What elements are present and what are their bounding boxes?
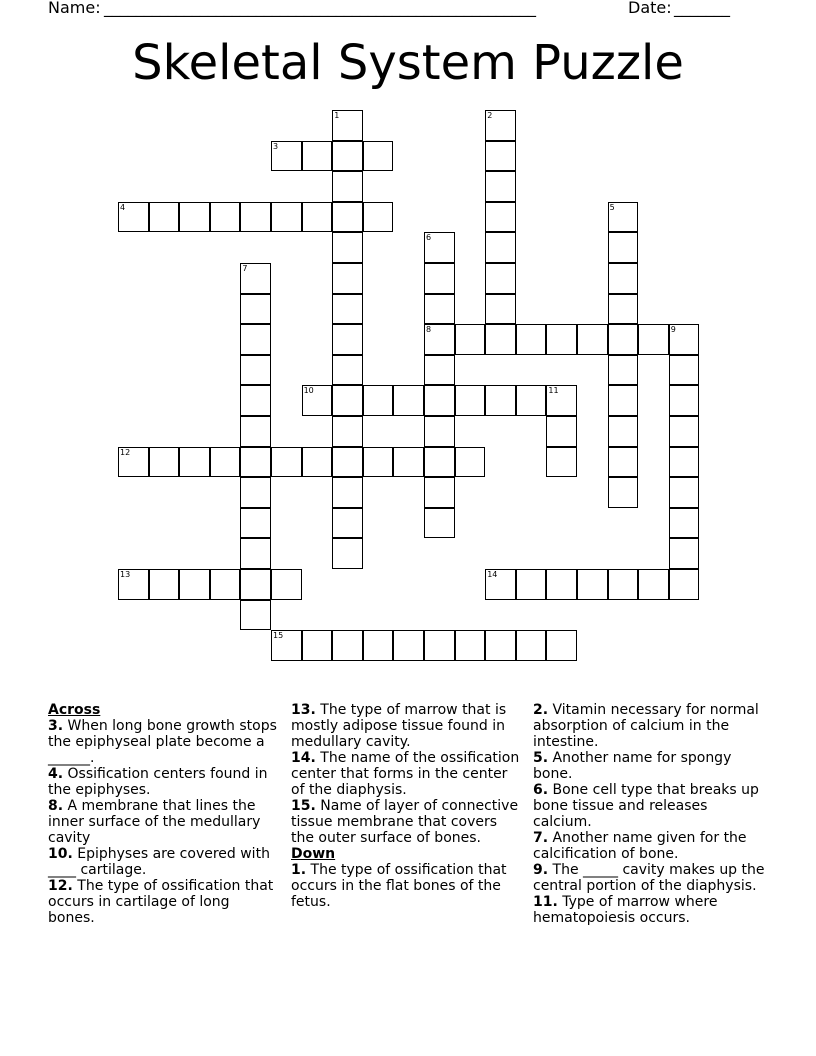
grid-cell[interactable] bbox=[516, 385, 547, 416]
grid-cell[interactable] bbox=[608, 263, 639, 294]
grid-cell[interactable] bbox=[210, 569, 241, 600]
cell-number: 5 bbox=[609, 202, 615, 212]
grid-cell[interactable] bbox=[332, 324, 363, 355]
clue-down-6 bbox=[533, 782, 765, 830]
grid-cell[interactable] bbox=[608, 569, 639, 600]
clue-number: 7. bbox=[533, 830, 549, 846]
grid-cell[interactable] bbox=[240, 294, 271, 325]
grid-cell[interactable] bbox=[669, 569, 700, 600]
grid-cell[interactable] bbox=[363, 630, 394, 661]
grid-cell[interactable] bbox=[424, 263, 455, 294]
grid-cell[interactable] bbox=[363, 141, 394, 172]
clue-down-7 bbox=[533, 830, 765, 862]
clue-number: 12. bbox=[48, 878, 73, 894]
grid-cell[interactable] bbox=[240, 477, 271, 508]
grid-cell[interactable] bbox=[485, 569, 516, 600]
clue-column-3 bbox=[533, 702, 765, 926]
clue-text: Vitamin necessary for normal absorption of calcium in the intestine. bbox=[533, 702, 759, 750]
grid-cell[interactable] bbox=[424, 294, 455, 325]
cell-number: 11 bbox=[548, 386, 559, 396]
grid-cell[interactable] bbox=[669, 416, 700, 447]
grid-cell[interactable] bbox=[149, 447, 180, 478]
cell-number: 9 bbox=[670, 325, 676, 335]
grid-cell[interactable] bbox=[240, 447, 271, 478]
clue-down-2 bbox=[533, 702, 765, 750]
grid-cell[interactable] bbox=[240, 416, 271, 447]
grid-cell[interactable] bbox=[424, 355, 455, 386]
grid-cell[interactable] bbox=[608, 294, 639, 325]
grid-cell[interactable] bbox=[424, 477, 455, 508]
grid-cell[interactable] bbox=[210, 447, 241, 478]
grid-cell[interactable] bbox=[485, 294, 516, 325]
grid-cell[interactable] bbox=[332, 232, 363, 263]
clue-text: Another name given for the calcification of bone. bbox=[533, 830, 747, 862]
grid-cell[interactable] bbox=[577, 569, 608, 600]
grid-cell[interactable] bbox=[393, 630, 424, 661]
clue-number: 10. bbox=[48, 846, 73, 862]
clue-text: The type of ossification that occurs in cartilage of long bones. bbox=[48, 878, 274, 926]
clue-number: 13. bbox=[291, 702, 316, 718]
grid-cell[interactable] bbox=[332, 416, 363, 447]
grid-cell[interactable] bbox=[485, 385, 516, 416]
grid-cell[interactable] bbox=[608, 202, 639, 233]
grid-cell[interactable] bbox=[332, 630, 363, 661]
grid-cell[interactable] bbox=[363, 447, 394, 478]
clue-text: The type of ossification that occurs in the flat bones of the fetus. bbox=[291, 862, 507, 910]
grid-cell[interactable] bbox=[240, 202, 271, 233]
clue-text: The name of the ossification center that forms in the center of the diaphysis. bbox=[291, 750, 520, 798]
across-heading: Across bbox=[48, 702, 101, 718]
clue-column-2 bbox=[291, 702, 523, 910]
grid-cell[interactable] bbox=[424, 447, 455, 478]
grid-cell[interactable] bbox=[118, 569, 149, 600]
grid-cell[interactable] bbox=[485, 110, 516, 141]
grid-cell[interactable] bbox=[546, 416, 577, 447]
clue-number: 5. bbox=[533, 750, 549, 766]
grid-cell[interactable] bbox=[271, 141, 302, 172]
clue-across-12 bbox=[48, 878, 280, 926]
grid-cell[interactable] bbox=[240, 508, 271, 539]
grid-cell[interactable] bbox=[302, 202, 333, 233]
grid-cell[interactable] bbox=[669, 447, 700, 478]
grid-cell[interactable] bbox=[149, 202, 180, 233]
clue-across-4 bbox=[48, 766, 280, 798]
grid-cell[interactable] bbox=[240, 324, 271, 355]
grid-cell[interactable] bbox=[546, 569, 577, 600]
grid-cell[interactable] bbox=[179, 202, 210, 233]
date-label: Date: bbox=[628, 0, 672, 17]
cell-number: 4 bbox=[120, 202, 126, 212]
grid-cell[interactable] bbox=[332, 141, 363, 172]
clue-down-1 bbox=[291, 862, 523, 910]
grid-cell[interactable] bbox=[669, 324, 700, 355]
grid-cell[interactable] bbox=[424, 630, 455, 661]
grid-cell[interactable] bbox=[240, 355, 271, 386]
grid-cell[interactable] bbox=[363, 385, 394, 416]
cell-number: 13 bbox=[120, 570, 131, 579]
grid-cell[interactable] bbox=[332, 538, 363, 569]
grid-cell[interactable] bbox=[363, 202, 394, 233]
cell-number: 7 bbox=[242, 264, 248, 273]
grid-cell[interactable] bbox=[669, 538, 700, 569]
grid-cell[interactable] bbox=[424, 324, 455, 355]
cell-number: 10 bbox=[303, 386, 314, 396]
date-line[interactable]: _______ bbox=[674, 0, 730, 17]
clue-number: 14. bbox=[291, 750, 316, 766]
clue-number: 9. bbox=[533, 862, 549, 878]
clue-number: 1. bbox=[291, 862, 307, 878]
grid-cell[interactable] bbox=[332, 477, 363, 508]
grid-cell[interactable] bbox=[516, 630, 547, 661]
grid-cell[interactable] bbox=[669, 355, 700, 386]
clue-number: 4. bbox=[48, 766, 64, 782]
clue-number: 8. bbox=[48, 798, 64, 814]
grid-cell[interactable] bbox=[302, 630, 333, 661]
clue-text: A membrane that lines the inner surface of the medullary cavity bbox=[48, 798, 261, 846]
cell-number: 8 bbox=[426, 325, 432, 335]
clue-down-5 bbox=[533, 750, 765, 782]
cell-number: 12 bbox=[120, 447, 131, 457]
grid-cell[interactable] bbox=[546, 630, 577, 661]
clue-number: 2. bbox=[533, 702, 549, 718]
grid-cell[interactable] bbox=[302, 385, 333, 416]
page-title: Skeletal System Puzzle bbox=[132, 35, 684, 91]
grid-cell[interactable] bbox=[516, 569, 547, 600]
grid-cell[interactable] bbox=[424, 416, 455, 447]
grid-cell[interactable] bbox=[455, 630, 486, 661]
grid-cell[interactable] bbox=[393, 385, 424, 416]
clue-number: 3. bbox=[48, 718, 64, 734]
clue-across-14 bbox=[291, 750, 523, 798]
grid-cell[interactable] bbox=[608, 355, 639, 386]
grid-cell[interactable] bbox=[271, 569, 302, 600]
grid-cell[interactable] bbox=[485, 324, 516, 355]
clue-number: 15. bbox=[291, 798, 316, 814]
grid-cell[interactable] bbox=[210, 202, 241, 233]
grid-cell[interactable] bbox=[424, 385, 455, 416]
grid-cell[interactable] bbox=[332, 202, 363, 233]
grid-cell[interactable] bbox=[669, 508, 700, 539]
clue-text: Another name for spongy bone. bbox=[533, 750, 732, 782]
grid-cell[interactable] bbox=[332, 447, 363, 478]
clue-text: Name of layer of connective tissue membrane that covers the outer surface of bones. bbox=[291, 798, 519, 846]
grid-cell[interactable] bbox=[455, 324, 486, 355]
grid-cell[interactable] bbox=[516, 324, 547, 355]
grid-cell[interactable] bbox=[485, 141, 516, 172]
grid-cell[interactable] bbox=[302, 141, 333, 172]
grid-cell[interactable] bbox=[546, 447, 577, 478]
grid-cell[interactable] bbox=[179, 447, 210, 478]
grid-cell[interactable] bbox=[455, 447, 486, 478]
grid-cell[interactable] bbox=[240, 538, 271, 569]
clue-number: 6. bbox=[533, 782, 549, 798]
grid-cell[interactable] bbox=[546, 385, 577, 416]
cell-number: 15 bbox=[273, 631, 284, 641]
name-line[interactable]: ______________________________________________________ bbox=[104, 0, 536, 17]
grid-cell[interactable] bbox=[240, 263, 271, 294]
grid-cell[interactable] bbox=[332, 385, 363, 416]
grid-cell[interactable] bbox=[669, 385, 700, 416]
clue-text: Ossification centers found in the epiphyses. bbox=[48, 766, 268, 798]
grid-cell[interactable] bbox=[332, 110, 363, 141]
clue-text: The _____ cavity makes up the central portion of the diaphysis. bbox=[533, 862, 765, 894]
grid-cell[interactable] bbox=[485, 630, 516, 661]
grid-cell[interactable] bbox=[577, 324, 608, 355]
grid-cell[interactable] bbox=[608, 477, 639, 508]
name-label: Name: bbox=[48, 0, 101, 17]
grid-cell[interactable] bbox=[149, 569, 180, 600]
clue-number: 11. bbox=[533, 894, 558, 910]
clue-text: When long bone growth stops the epiphyseal plate become a ______. bbox=[48, 718, 277, 766]
cell-number: 14 bbox=[487, 570, 498, 579]
grid-cell[interactable] bbox=[608, 447, 639, 478]
grid-cell[interactable] bbox=[485, 171, 516, 202]
clue-across-15 bbox=[291, 798, 523, 846]
grid-cell[interactable] bbox=[455, 385, 486, 416]
grid-cell[interactable] bbox=[332, 171, 363, 202]
grid-cell[interactable] bbox=[485, 202, 516, 233]
grid-cell[interactable] bbox=[485, 232, 516, 263]
grid-cell[interactable] bbox=[608, 232, 639, 263]
grid-cell[interactable] bbox=[271, 447, 302, 478]
grid-cell[interactable] bbox=[240, 385, 271, 416]
grid-cell[interactable] bbox=[608, 324, 639, 355]
grid-cell[interactable] bbox=[118, 447, 149, 478]
grid-cell[interactable] bbox=[271, 202, 302, 233]
cell-number: 3 bbox=[273, 141, 279, 151]
clue-across-10 bbox=[48, 846, 280, 878]
grid-cell[interactable] bbox=[332, 263, 363, 294]
clue-across-8 bbox=[48, 798, 280, 846]
grid-cell[interactable] bbox=[638, 569, 669, 600]
grid-cell[interactable] bbox=[638, 324, 669, 355]
clue-across-13 bbox=[291, 702, 523, 750]
grid-cell[interactable] bbox=[302, 447, 333, 478]
grid-cell[interactable] bbox=[393, 447, 424, 478]
cell-number: 2 bbox=[487, 111, 493, 120]
grid-cell[interactable] bbox=[332, 508, 363, 539]
grid-cell[interactable] bbox=[118, 202, 149, 233]
clue-text: Epiphyses are covered with ____ cartilage. bbox=[48, 846, 270, 878]
clue-down-11 bbox=[533, 894, 765, 926]
grid-cell[interactable] bbox=[546, 324, 577, 355]
grid-cell[interactable] bbox=[240, 569, 271, 600]
grid-cell[interactable] bbox=[608, 416, 639, 447]
cell-number: 6 bbox=[426, 233, 432, 243]
grid-cell[interactable] bbox=[669, 477, 700, 508]
grid-cell[interactable] bbox=[485, 263, 516, 294]
cell-number: 1 bbox=[334, 111, 340, 120]
clue-column-1 bbox=[48, 702, 280, 926]
grid-cell[interactable] bbox=[332, 355, 363, 386]
grid-cell[interactable] bbox=[240, 600, 271, 631]
clue-text: The type of marrow that is mostly adipose tissue found in medullary cavity. bbox=[291, 702, 507, 750]
grid-cell[interactable] bbox=[271, 630, 302, 661]
grid-cell[interactable] bbox=[179, 569, 210, 600]
down-heading: Down bbox=[291, 846, 336, 862]
grid-cell[interactable] bbox=[424, 232, 455, 263]
grid-cell[interactable] bbox=[332, 294, 363, 325]
grid-cell[interactable] bbox=[608, 385, 639, 416]
clue-text: Bone cell type that breaks up bone tissue and releases calcium. bbox=[533, 782, 759, 830]
clue-down-9 bbox=[533, 862, 765, 894]
grid-cell[interactable] bbox=[424, 508, 455, 539]
clue-across-3 bbox=[48, 718, 280, 766]
clue-text: Type of marrow where hematopoiesis occurs. bbox=[533, 894, 718, 926]
